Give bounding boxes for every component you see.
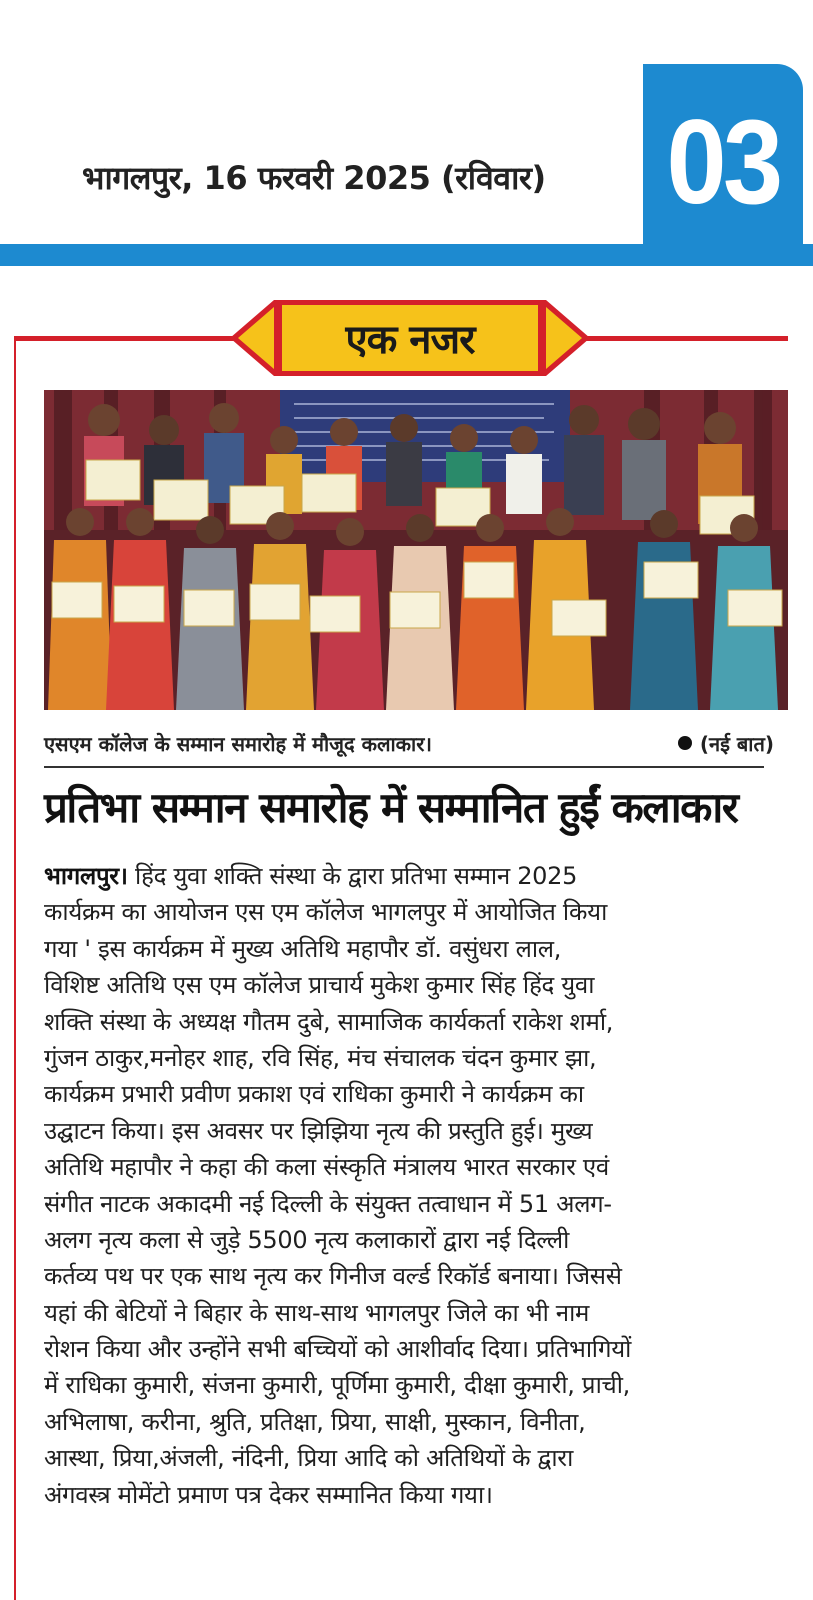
- body-line: कार्यक्रम प्रभारी प्रवीण प्रकाश एवं राधिका कुमारी ने कार्यक्रम का: [44, 1080, 584, 1109]
- body-line-text: हिंद युवा शक्ति संस्था के द्वारा प्रतिभा सम्मान 2025: [127, 862, 578, 890]
- body-line: आस्था, प्रिया,अंजली, नंदिनी, प्रिया आदि को अतिथियों के द्वारा: [44, 1444, 573, 1473]
- body-line: अतिथि महापौर ने कहा की कला संस्कृति मंत्रालय भारत सरकार एवं: [44, 1153, 609, 1182]
- article-headline: प्रतिभा सम्मान समारोह में सम्मानित हुईं कलाकार: [44, 783, 738, 832]
- body-line: कार्यक्रम का आयोजन एस एम कॉलेज भागलपुर में आयोजित किया: [44, 898, 608, 927]
- page-number-box: [643, 64, 803, 266]
- section-rule-left: [14, 336, 242, 341]
- edition-date: भागलपुर, 16 फरवरी 2025 (रविवार): [82, 159, 546, 197]
- bullet-icon: [678, 736, 692, 750]
- body-line: गुंजन ठाकुर,मनोहर शाह, रवि सिंह, मंच संचालक चंदन कुमार झा,: [44, 1043, 597, 1072]
- page-number: 03: [666, 95, 780, 229]
- section-tag: [230, 300, 590, 376]
- body-line: कर्तव्य पथ पर एक साथ नृत्य कर गिनीज वर्ल्ड रिकॉर्ड बनाया। जिससे: [44, 1262, 622, 1291]
- caption-text: एसएम कॉलेज के सम्मान समारोह में मौजूद कलाकार।: [44, 732, 432, 756]
- body-line: में राधिका कुमारी, संजना कुमारी, पूर्णिमा कुमारी, दीक्षा कुमारी, प्राची,: [44, 1371, 630, 1400]
- body-line: विशिष्ट अतिथि एस एम कॉलेज प्राचार्य मुकेश कुमार सिंह हिंद युवा: [44, 971, 595, 1000]
- body-line: यहां की बेटियों ने बिहार के साथ-साथ भागलपुर जिले का भी नाम: [44, 1298, 590, 1327]
- body-line: अभिलाषा, करीना, श्रुति, प्रतिक्षा, प्रिया, साक्षी, मुस्कान, विनीता,: [44, 1407, 586, 1436]
- group-photo-illustration: [44, 390, 788, 710]
- body-line: अंगवस्त्र मोमेंटो प्रमाण पत्र देकर सम्मानित किया गया।: [44, 1480, 493, 1509]
- body-line: शक्ति संस्था के अध्यक्ष गौतम दुबे, सामाजिक कार्यकर्ता राकेश शर्मा,: [44, 1007, 614, 1036]
- body-line: संगीत नाटक अकादमी नई दिल्ली के संयुक्त तत्वाधान में 51 अलग-: [44, 1189, 612, 1218]
- body-line: गया ' इस कार्यक्रम में मुख्य अतिथि महापौर डॉ. वसुंधरा लाल,: [44, 934, 562, 963]
- news-photo: [44, 390, 788, 710]
- article-body: [44, 858, 804, 1513]
- body-line: अलग नृत्य कला से जुड़े 5500 नृत्य कलाकारों द्वारा नई दिल्ली: [44, 1225, 570, 1254]
- photo-credit: [678, 730, 774, 757]
- dateline-lead: भागलपुर।: [44, 862, 128, 890]
- masthead: [0, 0, 813, 270]
- body-line: [44, 858, 804, 894]
- body-line: उद्घाटन किया। इस अवसर पर झिझिया नृत्य की प्रस्तुति हुई। मुख्य: [44, 1116, 593, 1145]
- section-label: एक नजर: [345, 317, 475, 363]
- caption-rule: [44, 766, 764, 768]
- column-border: [14, 338, 16, 1600]
- photo-caption: [44, 726, 774, 760]
- body-line: रोशन किया और उन्होंने सभी बच्चियों को आशीर्वाद दिया। प्रतिभागियों: [44, 1335, 632, 1364]
- section-rule-right: [578, 336, 788, 341]
- credit-text: (नई बात): [699, 732, 774, 756]
